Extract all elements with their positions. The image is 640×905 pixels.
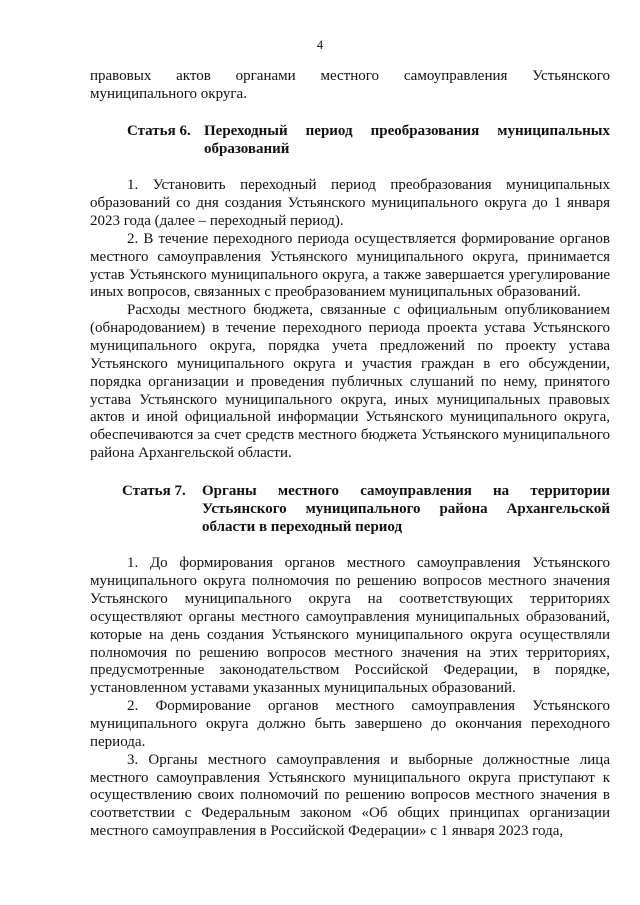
article-6-label: Статья 6.	[127, 122, 191, 139]
article-7-paragraph-3: 3. Органы местного самоуправления и выборные должностные лица местного самоуправления Устьянского муниципального округа приступают к осуществлению своих полномочий по решению вопросов местного значения в соответствии с Федеральным законом «Об общих принципах организации местного самоуправления в Российской Федерации» с 1 января 2023 года,	[90, 751, 610, 840]
article-7-label: Статья 7.	[122, 482, 186, 499]
article-7-title: Органы местного самоуправления на территории Устьянского муниципального района Архангельской области в переходный период	[202, 482, 610, 535]
article-7-heading	[90, 483, 610, 537]
article-7-paragraph-2: 2. Формирование органов местного самоуправления Устьянского муниципального округа должно быть завершено до окончания переходного периода.	[90, 698, 610, 750]
article-6-heading	[90, 123, 610, 159]
intro-paragraph: правовых актов органами местного самоуправления Устьянского муниципального округа.	[90, 68, 610, 102]
article-7-paragraph-1: 1. До формирования органов местного самоуправления Устьянского муниципального округа полномочия по решению вопросов местного значения Устьянского муниципального округа на соответствующих территориях осуществляют органы местного самоуправления муниципальных образований, которые на день создания Устьянского муниципального округа осуществляли полномочия по решению вопросов местного значения на этих территориях, предусмотренные законодательством Российской Федерации, в порядке, установленном уставами указанных муниципальных образований.	[90, 555, 610, 697]
article-6-paragraph-2: 2. В течение переходного периода осуществляется формирование органов местного самоуправления Устьянского муниципального округа, принимается устав Устьянского муниципального округа, а также завершается урегулирование иных вопросов, связанных с преобразованием муниципальных образований.	[90, 230, 610, 301]
article-6-title: Переходный период преобразования муниципальных образований	[204, 122, 610, 157]
document-body	[90, 68, 610, 841]
page-number: 4	[316, 38, 324, 52]
article-6-paragraph-1: 1. Установить переходный период преобразования муниципальных образований со дня создания Устьянского муниципального округа до 1 января 2023 года (далее – переходный период).	[90, 177, 610, 230]
article-6-paragraph-3: Расходы местного бюджета, связанные с официальным опубликованием (обнародованием) в течение переходного периода проекта устава Устьянского муниципального округа, порядка учета предложений по проекту устава Устьянского муниципального округа и участия граждан в его обсуждении, порядка организации и проведения публичных слушаний по нему, принятого устава Устьянского муниципального округа, иных муниципальных правовых актов и иной официальной информации Устьянского муниципального округа, обеспечиваются за счет средств местного бюджета Устьянского муниципального района Архангельской области.	[90, 302, 610, 462]
